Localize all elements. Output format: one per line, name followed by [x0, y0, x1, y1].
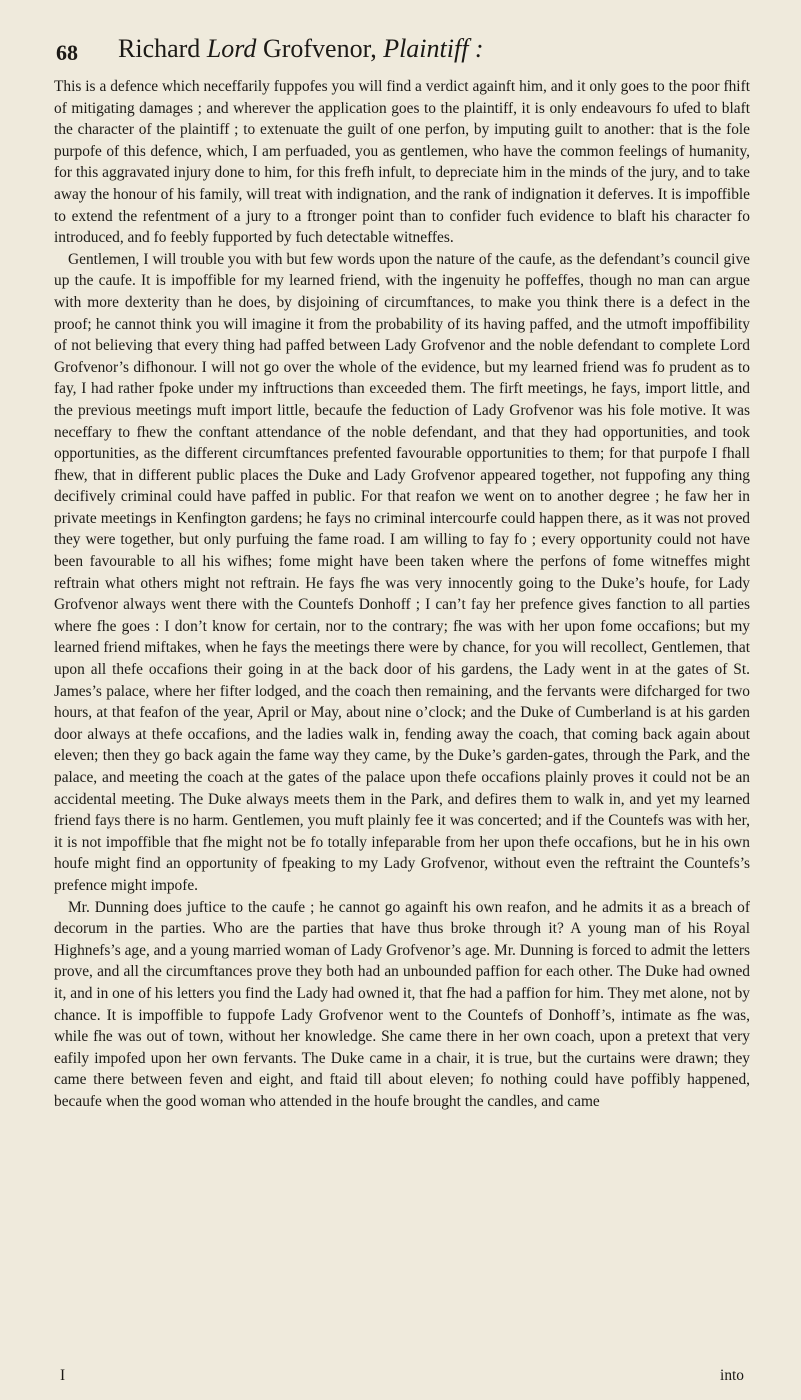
- catchword: into: [720, 1367, 744, 1384]
- running-head: [118, 34, 484, 64]
- paragraph: Gentlemen, I will trouble you with but few words upon the nature of the caufe, as the defendant’s council give up the caufe. It is impoffible for my learned friend, with the ingenuity he poffeffes, though no man can argue with more dexterity than he does, by disjoining of circumftances, to make you think there is a defect in the proof; he cannot think you will imagine it from the probability of its having paffed, and the utmoft impoffibility of not believing that every thing had paffed between Lady Grofvenor and the noble defendant to complete Lord Grofvenor’s difhonour. I will not go over the whole of the evidence, but my learned friend was fo prudent as to fay, I had rather fpoke under my inftructions than exceeded them. The firft meetings, he fays, import little, and the previous meetings muft import little, becaufe the feduction of Lady Grofvenor was his fole motive. It was neceffary to fhew the conftant attendance of the noble defendant, and that they had opportunities, and took opportunities, as the different circumftances prefented favourable opportunities to them; for that purpofe I fhall fhew, that in different public places the Duke and Lady Grofvenor appeared together, not fuppofing any thing decifively criminal could have paffed in public. For that reafon we went on to another degree ; he faw her in private meetings in Kenfington gardens; he fays no criminal intercourfe could happen there, as it was not proved they were together, but only purfuing the fame road. I am willing to fay fo ; every opportunity could not have been favourable to all his wifhes; fome might have been taken where the perfons of fome witneffes might reftrain what others might not reftrain. He fays fhe was very innocently going to the Duke’s houfe, for Lady Grofvenor always went there with the Countefs Donhoff ; I can’t fay her prefence gives fanction to all parties where fhe goes : I don’t know for certain, nor to the contrary; fhe was with her upon fome occafions; but my learned friend miftakes, when he fays the meetings there were by chance, for you will recollect, Gentlemen, that upon all thefe occafions their going in at the back door of his gardens, the Lady went in at the gates of St. James’s palace, where her fifter lodged, and the coach then remaining, and the fervants were difcharged for two hours, at that feafon of the year, April or May, about nine o’clock; and the Duke of Cumberland is at his garden door always at thefe occafions, and the ladies walk in, fending away the coach, that coming back again about eleven; then they go back again the fame way they came, by the Duke’s garden-gates, through the Park, and the palace, and meeting the coach at the gates of the palace upon thefe occafions plainly proves it could not be an accidental meeting. The Duke always meets them in the Park, and defires them to walk in, and yet my learned friend fays there is no harm. Gentlemen, you muft plainly fee it was concerted; and if the Countefs was with her, it is not impoffible that fhe might not be fo totally infeparable from her upon thefe occafions, but he in his own houfe might find an opportunity of fpeaking to my Lady Grofvenor, without even the reftraint the Countefs’s prefence might impofe.: [54, 250, 750, 894]
- running-head-italic: Lord: [206, 34, 257, 63]
- page-header: [56, 28, 746, 65]
- signature-mark: I: [60, 1367, 66, 1384]
- paragraph: Mr. Dunning does juftice to the caufe ; he cannot go againft his own reafon, and he admits it as a breach of decorum in the parties. Who are the parties that have thus broke through it? A young man of his Royal Highnefs’s age, and a young married woman of Lady Grofvenor’s age. Mr. Dunning is forced to admit the letters prove, and all the circumftances prove they both had an unbounded paffion for each other. The Duke had owned it, and in one of his letters you find the Lady had owned it, that fhe had a paffion for him. They met alone, not by chance. It is impoffible to fuppofe Lady Grofvenor went to the Countefs of Donhoff’s, intimate as fhe was, while fhe was out of town, without her knowledge. She came there in her own coach, upon a pretext that very eafily impofed upon her own fervants. The Duke came in a chair, it is true, but the curtains were drawn; they came there between feven and eight, and ftaid till about eleven; fo nothing could have poffibly happened, becaufe when the good woman who attended in the houfe brought the candles, and came: [54, 898, 750, 1110]
- running-head-part: Richard: [118, 34, 207, 63]
- page-number: 68: [56, 40, 78, 65]
- page-footer: [54, 1367, 750, 1389]
- body-text: [54, 76, 750, 1113]
- paragraph: This is a defence which neceffarily fuppofes you will find a verdict againft him, and it only goes to the poor fhift of mitigating damages ; and wherever the application goes to the plaintiff, it is only endeavours fo ufed to blaft the character of the plaintiff ; to extenuate the guilt of one perfon, by imputing guilt to another: that is the fole purpofe of this defence, which, I am perfuaded, you as gentlemen, who have the common feelings of humanity, for this aggravated injury done to him, for this frefh infult, to depreciate him in the minds of the jury, and to take away the honour of his family, will treat with indignation, and the rank of indignation it deferves. It is impoffible to extend the refentment of a jury to a ftronger point than to confider fuch evidence to blaft his character fo introduced, and fo feebly fupported by fuch detectable witneffes.: [54, 78, 750, 247]
- running-head-part: Grofvenor,: [256, 34, 384, 63]
- running-head-italic: Plaintiff :: [383, 34, 484, 63]
